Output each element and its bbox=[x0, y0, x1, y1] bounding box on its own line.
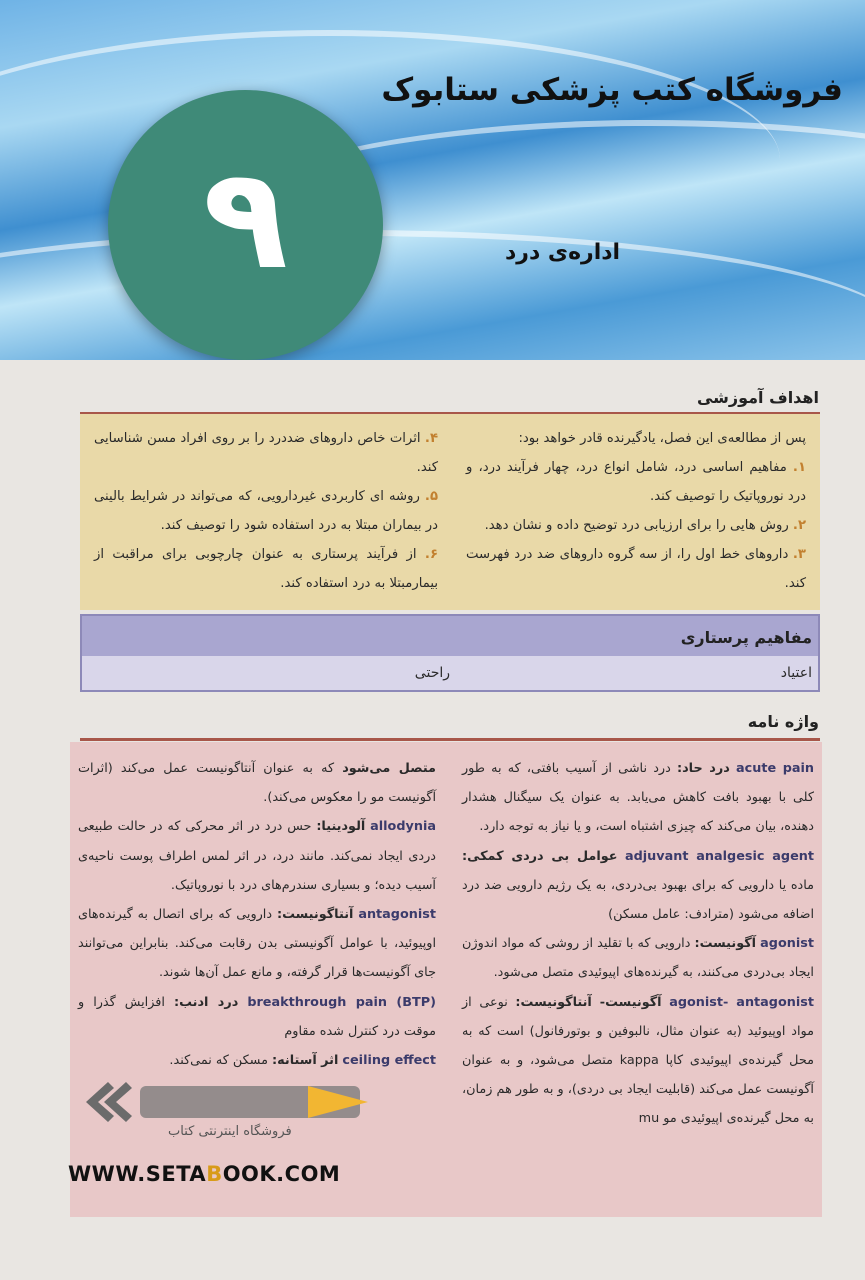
glossary-term-en: agonist- antagonist bbox=[669, 994, 814, 1010]
objective-text: روشه ای کاربردی غیردارویی، که می‌تواند در شرایط بالینی در بیماران مبتلا به درد استفاده شود را توصیف کند. bbox=[94, 489, 438, 533]
objective-text: مفاهیم اساسی درد، شامل انواع درد، چهار فرآیند درد، و درد نوروپاتیک را توصیف کند. bbox=[466, 460, 806, 504]
glossary-definition: که به عنوان آنتاگونیست عمل می‌کند (اثرات آگونیست مو را معکوس می‌کند). bbox=[78, 761, 436, 806]
glossary-entry bbox=[462, 754, 814, 842]
objective-number: ۲. bbox=[792, 518, 806, 533]
setabook-subtitle: فروشگاه اینترنتی کتاب bbox=[168, 1124, 292, 1139]
setabook-watermark bbox=[68, 1072, 368, 1187]
page-bottom bbox=[0, 1225, 865, 1280]
chapter-title: اداره‌ی درد bbox=[505, 240, 621, 265]
chapter-circle bbox=[108, 90, 383, 360]
objective-item bbox=[466, 453, 806, 511]
glossary-definition: ماده یا دارویی که برای بهبود بی‌دردی، به یک رژیم دارویی ضد درد اضافه می‌شود (مترادف: عامل مسکن) bbox=[462, 877, 814, 923]
glossary-term-fa: اثر آستانه: bbox=[272, 1053, 339, 1069]
objective-item bbox=[94, 540, 438, 598]
chapter-number: ۹ bbox=[202, 138, 289, 301]
glossary-term-fa: عوامل بی دردی کمکی: bbox=[462, 848, 618, 864]
glossary-definition: مسکن که نمی‌کند. bbox=[169, 1053, 268, 1069]
objectives-box bbox=[80, 414, 820, 610]
setabook-logo-shape bbox=[78, 1072, 378, 1132]
url-prefix: WWW.SETA bbox=[68, 1162, 207, 1186]
glossary-heading: واژه نامه bbox=[747, 712, 819, 731]
objective-number: ۵. bbox=[424, 489, 438, 504]
glossary-definition: درد ناشی از آسیب بافتی، که به طور کلی با بهبود بافت کاهش می‌یابد. به عنوان یک سیگنال هشدار دهنده، بیان می‌کند که چیزی اشتباه است، و یا نیاز به توجه دارد. bbox=[462, 761, 814, 835]
objective-item bbox=[466, 540, 806, 598]
nursing-concepts-row bbox=[82, 656, 818, 690]
glossary-entry bbox=[462, 842, 814, 930]
glossary-entry bbox=[462, 929, 814, 987]
glossary-term-fa: آنتاگونیست: bbox=[276, 907, 354, 923]
objective-text: اثرات خاص داروهای ضددرد را بر روی افراد مسن شناسایی کند. bbox=[94, 431, 438, 475]
objectives-heading: اهداف آموزشی bbox=[696, 388, 819, 407]
objective-item bbox=[466, 511, 806, 540]
glossary-definition: افزایش گذرا و موقت درد کنترل شده مقاوم bbox=[78, 994, 436, 1039]
glossary-definition: حس درد در اثر محرکی که در حالت طبیعی دردی ایجاد نمی‌کند. مانند درد، در اثر لمس اطراف پوست ناحیه‌ی آسیب دیده؛ و بسیاری سندرم‌های درد با نوروپاتیک. bbox=[78, 819, 436, 893]
objectives-intro: پس از مطالعه‌ی این فصل، یادگیرنده قادر خواهد بود: bbox=[518, 431, 806, 446]
concept-item: راحتی bbox=[414, 665, 450, 681]
objective-item bbox=[94, 424, 438, 482]
objective-text: از فرآیند پرستاری به عنوان چارچوبی برای مراقبت از بیمارمبتلا به درد استفاده کند. bbox=[94, 547, 438, 591]
glossary-term-en: acute pain bbox=[736, 761, 814, 776]
glossary-term-en: ceiling effect bbox=[342, 1053, 436, 1069]
url-suffix: OOK.COM bbox=[222, 1162, 341, 1186]
glossary-term-fa: درد ادنب: bbox=[173, 994, 239, 1010]
glossary-entry bbox=[78, 754, 436, 812]
chapter-banner bbox=[0, 0, 865, 360]
glossary-definition: دارویی که برای اتصال به گیرنده‌های اوپیوئید، با عوامل آگونیستی بدن رقابت می‌کند. بنابراین می‌توانند جای آگونیست‌ها قرار گرفته، و مانع عمل آن‌ها شوند. bbox=[78, 907, 436, 981]
glossary-column-right bbox=[446, 754, 814, 1217]
objective-text: داروهای خط اول را، از سه گروه داروهای ضد درد فهرست کند. bbox=[466, 547, 806, 591]
glossary-term-fa: آگونیست- آنتاگونیست: bbox=[515, 994, 662, 1010]
concept-item: اعتیاد bbox=[780, 665, 812, 681]
glossary-definition: دارویی که با تقلید از روشی که مواد اندوژن ایجاد بی‌دردی می‌کنند، به گیرنده‌های اپیوئیدی متصل می‌شود. bbox=[462, 936, 814, 981]
objectives-column-right bbox=[450, 424, 806, 610]
objective-number: ۳. bbox=[792, 547, 806, 562]
store-title: فروشگاه کتب پزشکی ستابوک bbox=[381, 72, 843, 108]
glossary-term-en: agonist bbox=[760, 936, 814, 952]
glossary-term-en: adjuvant analgesic agent bbox=[624, 848, 815, 864]
section-divider bbox=[80, 738, 820, 741]
glossary-entry bbox=[78, 1046, 436, 1075]
glossary-term-fa: آگونیست: bbox=[694, 936, 757, 952]
glossary-definition: نوعی از مواد اوپیوئید (به عنوان مثال، نالبوفین و بوتورفانول) است که به محل گیرنده‌ی اپیوئیدی کاپا kappa متصل می‌شود، و به عنوان آگونیست عمل می‌کند (قابلیت ایجاد بی دردی)، و به طور هم زمان، به محل گیرنده‌ی اپیوئیدی مو mu bbox=[462, 994, 814, 1127]
objective-text: روش هایی را برای ارزیابی درد توضیح داده و نشان دهد. bbox=[484, 518, 789, 533]
glossary-entry bbox=[462, 988, 814, 1134]
nursing-concepts-heading: مفاهیم پرستاری bbox=[82, 616, 818, 656]
nursing-concepts-box bbox=[80, 614, 820, 692]
url-accent: B bbox=[206, 1162, 223, 1186]
objective-number: ۱. bbox=[792, 460, 806, 475]
glossary-term-en: breakthrough pain (BTP) bbox=[247, 994, 436, 1010]
objective-item bbox=[94, 482, 438, 540]
glossary-term-fa: آلودینیا: bbox=[316, 819, 366, 835]
setabook-logo-icon bbox=[78, 1072, 178, 1132]
glossary-term-en: allodynia bbox=[370, 819, 436, 835]
objective-number: ۶. bbox=[424, 547, 438, 562]
glossary-entry bbox=[78, 812, 436, 900]
objectives-column-left bbox=[94, 424, 450, 610]
glossary-term-en: antagonist bbox=[358, 907, 436, 923]
glossary-entry bbox=[78, 900, 436, 988]
glossary-entry bbox=[78, 988, 436, 1046]
glossary-term-fa: درد حاد: bbox=[677, 761, 730, 776]
glossary-term-fa: متصل می‌شود bbox=[342, 761, 436, 776]
objective-number: ۴. bbox=[424, 431, 438, 446]
setabook-url[interactable] bbox=[68, 1162, 340, 1186]
